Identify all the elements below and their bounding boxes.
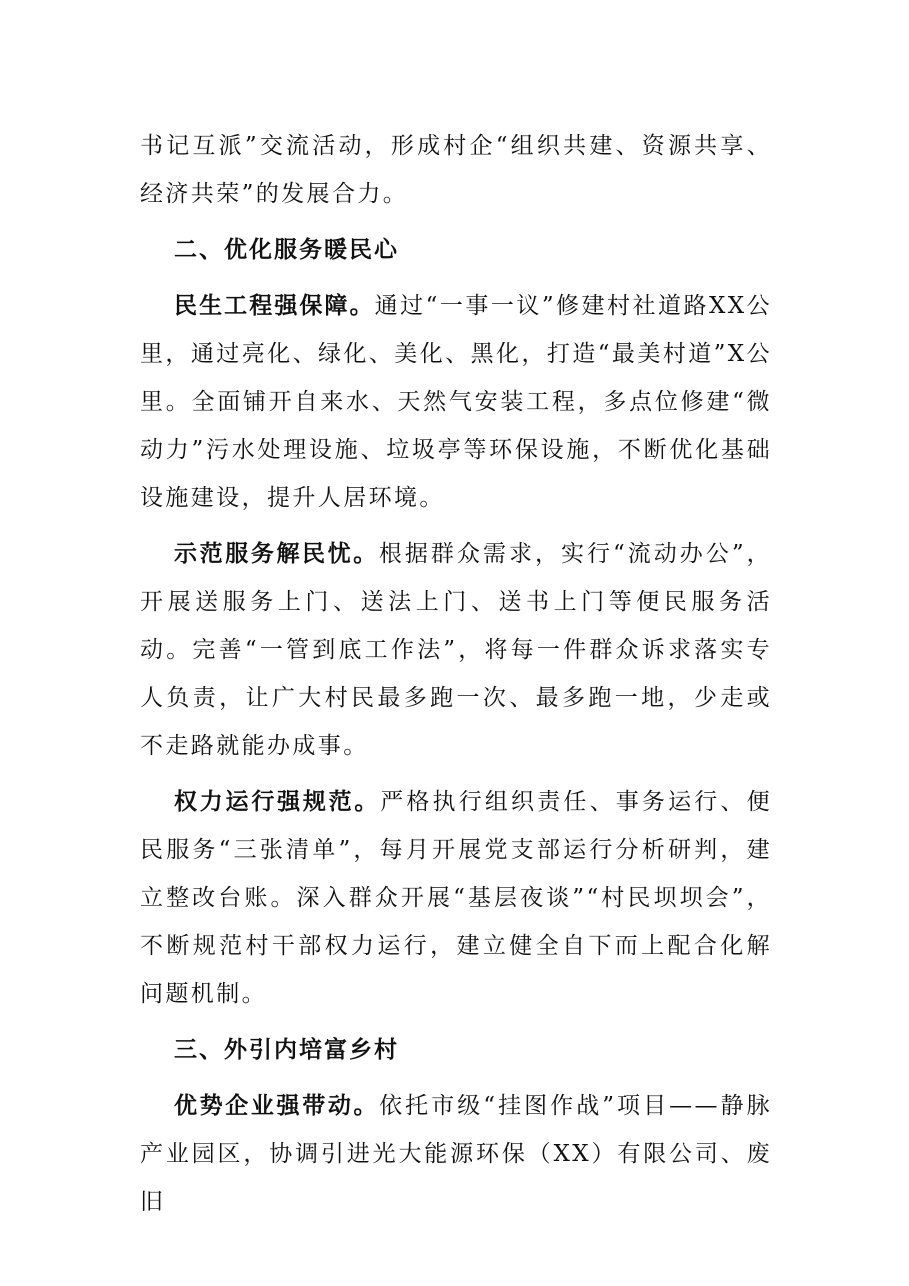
paragraph-service xyxy=(140,530,772,770)
heading-text: 二、优化服务暖民心 xyxy=(174,237,399,263)
paragraph-lead: 示范服务解民忧。 xyxy=(174,541,379,567)
heading-text: 三、外引内培富乡村 xyxy=(174,1037,399,1063)
paragraph-lead: 优势企业强带动。 xyxy=(174,1093,380,1119)
paragraph-livelihood xyxy=(140,282,772,522)
paragraph-body: 依托市级“挂图作战”项目——静脉产业园区，协调引进光大能源环保（XX）有限公司、废旧 xyxy=(140,1093,773,1215)
section-heading-2 xyxy=(140,226,772,274)
paragraph-body: 根据群众需求，实行“流动办公”，开展送服务上门、送法上门、送书上门等便民服务活动。完善“一管到底工作法”，将每一件群众诉求落实专人负责，让广大村民最多跑一次、最多跑一地，少走或不走路就能办成事。 xyxy=(140,541,773,759)
section-heading-3 xyxy=(140,1026,772,1074)
paragraph-power xyxy=(140,778,772,1018)
paragraph-body: 严格执行组织责任、事务运行、便民服务“三张清单”，每月开展党支部运行分析研判，建立整改台账。深入群众开展“基层夜谈”“村民坝坝会”，不断规范村干部权力运行，建立健全自下而上配合化解问题机制。 xyxy=(140,789,773,1007)
paragraph-body: 通过“一事一议”修建村社道路XX公里，通过亮化、绿化、美化、黑化，打造“最美村道”X公里。全面铺开自来水、天然气安装工程，多点位修建“微动力”污水处理设施、垃圾亭等环保设施，不断优化基础设施建设，提升人居环境。 xyxy=(140,293,772,511)
paragraph-lead: 权力运行强规范。 xyxy=(174,789,381,815)
document-body xyxy=(140,122,772,1226)
paragraph-lead: 民生工程强保障。 xyxy=(174,293,375,319)
paragraph-intro: 书记互派”交流活动，形成村企“组织共建、资源共享、经济共荣”的发展合力。 xyxy=(140,133,772,207)
paragraph-enterprise xyxy=(140,1082,772,1226)
